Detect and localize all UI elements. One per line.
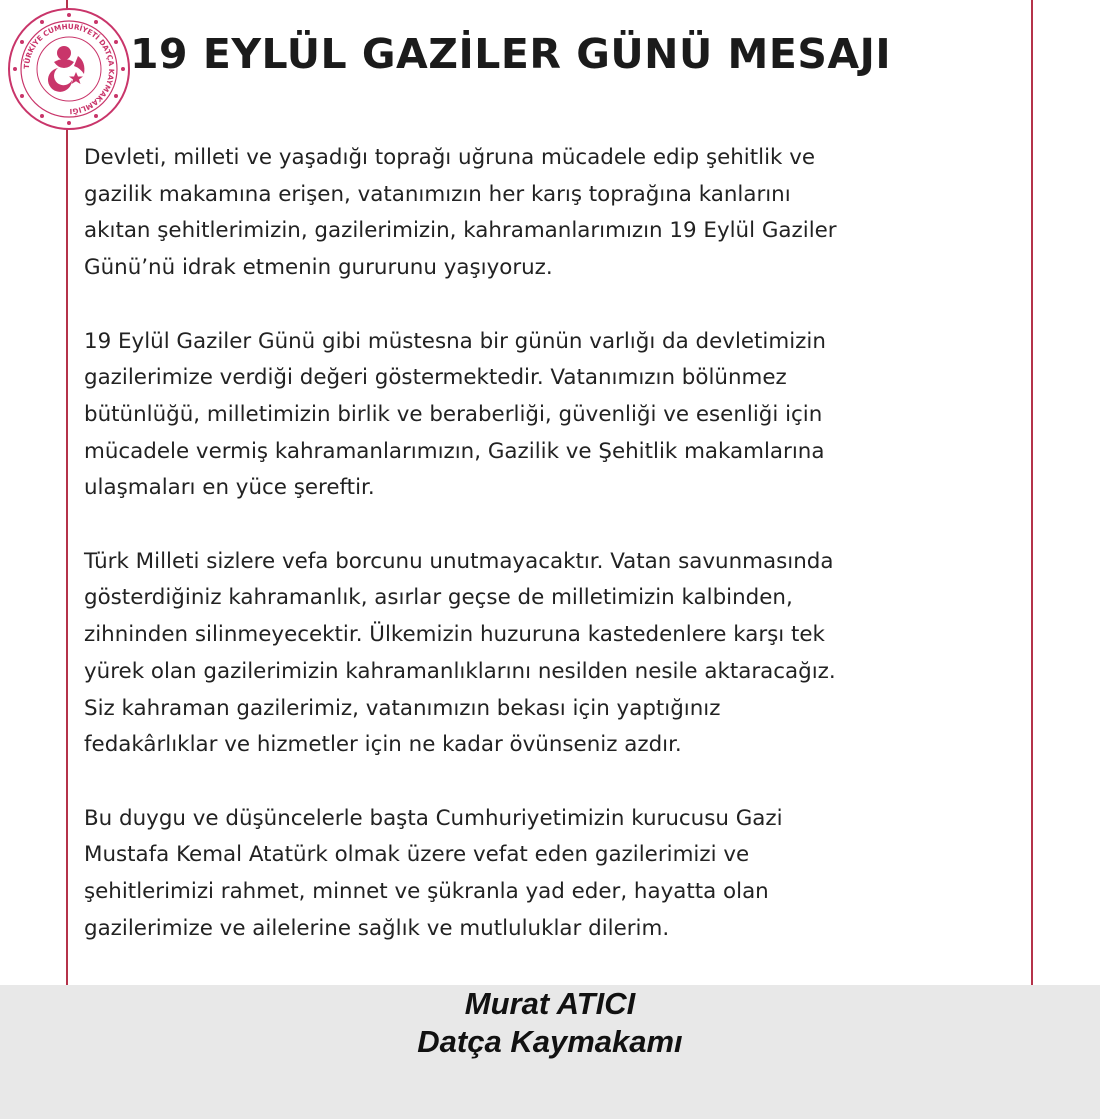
paragraph: Türk Milleti sizlere vefa borcunu unutmayacaktır. Vatan savunmasında gösterdiğiniz kahramanlık, asırlar geçse de milletimizin kalbinden, zihninden silinmeyecektir. Ülkemizin huzuruna kastedenlere karşı tek yürek olan gazilerimizin kahramanlıklarını nesilden nesile aktaracağız. Siz kahraman gazilerimiz, vatanımızın bekası için yaptığınız fedakârlıklar ve hizmetler için ne kadar övünseniz azdır. xyxy=(84,548,836,758)
datca-district-governorship-seal xyxy=(6,6,132,132)
paragraph: Bu duygu ve düşüncelerle başta Cumhuriyetimizin kurucusu Gazi Mustafa Kemal Atatürk olmak üzere vefat eden gazilerimizi ve şehitlerimizi rahmet, minnet ve şükranla yad eder, hayatta olan gazilerimize ve ailelerine sağlık ve mutluluklar dilerim. xyxy=(84,805,783,941)
seal-ring-text: TÜRKİYE CUMHURİYETİ DATÇA KAYMAKAMLIĞI xyxy=(21,21,117,117)
signature-block xyxy=(0,985,1100,1119)
paragraph: Devleti, milleti ve yaşadığı toprağı uğruna mücadele edip şehitlik ve gazilik makamına erişen, vatanımızın her karış toprağına kanlarını akıtan şehitlerimizin, gazilerimizin, kahramanlarımızın 19 Eylül Gaziler Günü’nü idrak etmenin gururunu yaşıyoruz. xyxy=(84,145,837,281)
message-body xyxy=(84,140,1034,984)
paragraph: 19 Eylül Gaziler Günü gibi müstesna bir günün varlığı da devletimizin gazilerimize verdiği değeri göstermektedir. Vatanımızın bölünmez bütünlüğü, milletimizin birlik ve beraberliği, güvenliği ve esenliği için mücadele vermiş kahramanlarımızın, Gazilik ve Şehitlik makamlarına ulaşmaları en yüce şereftir. xyxy=(84,328,826,501)
page-title: 19 EYLÜL GAZİLER GÜNÜ MESAJI xyxy=(130,30,892,78)
signatory-name: Murat ATICI xyxy=(464,986,636,1021)
signatory-role: Datça Kaymakamı xyxy=(417,1024,683,1059)
